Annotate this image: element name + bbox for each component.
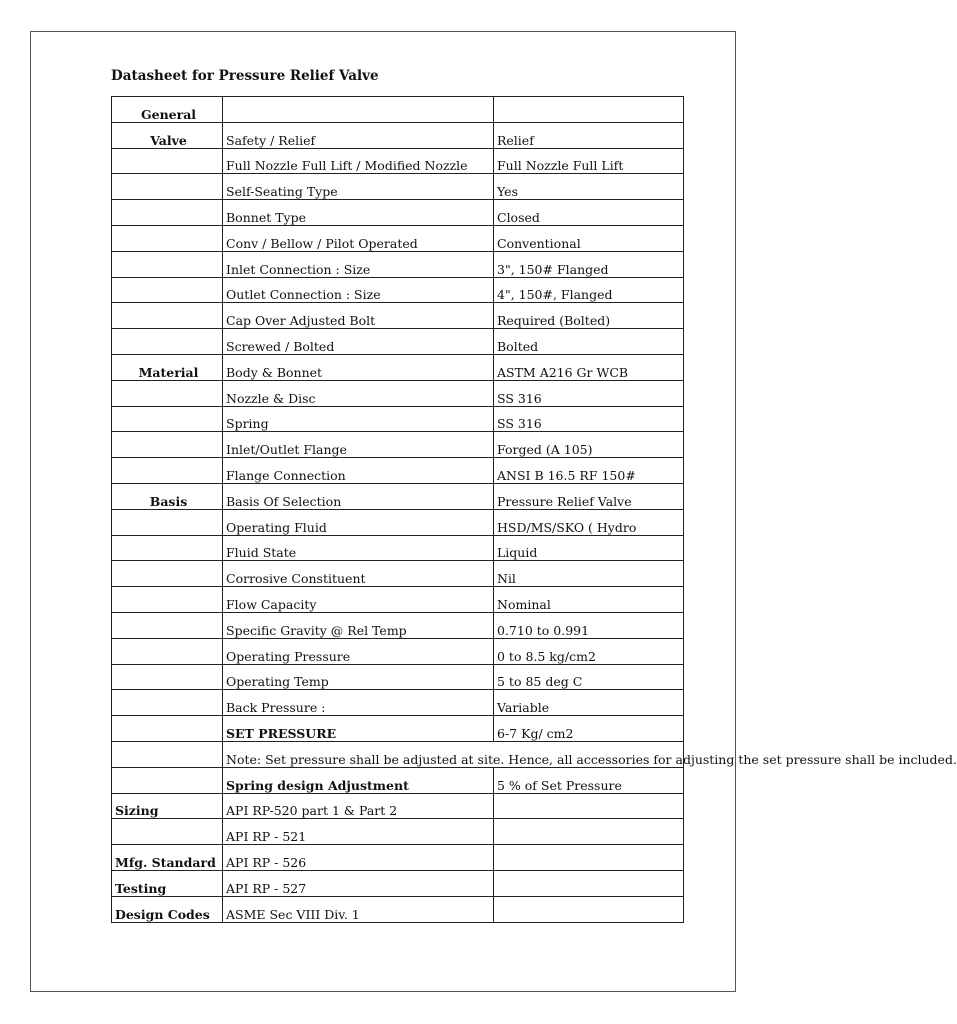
category-cell bbox=[112, 277, 223, 303]
category-cell bbox=[112, 303, 223, 329]
value-cell: ASTM A216 Gr WCB bbox=[494, 354, 684, 380]
parameter-cell: Screwed / Bolted bbox=[223, 329, 494, 355]
table-row bbox=[112, 406, 684, 432]
category-cell: Basis bbox=[112, 483, 223, 509]
datasheet-table bbox=[111, 96, 957, 923]
category-cell: Sizing bbox=[112, 793, 223, 819]
table-row bbox=[112, 432, 684, 458]
parameter-cell: API RP - 521 bbox=[223, 819, 494, 845]
table-row bbox=[112, 483, 684, 509]
parameter-cell: Full Nozzle Full Lift / Modified Nozzle bbox=[223, 148, 494, 174]
table-row bbox=[112, 664, 684, 690]
parameter-cell: Safety / Relief bbox=[223, 122, 494, 148]
table-row bbox=[112, 174, 684, 200]
value-cell: Closed bbox=[494, 200, 684, 226]
table-row bbox=[112, 329, 684, 355]
value-cell: Forged (A 105) bbox=[494, 432, 684, 458]
category-cell bbox=[112, 741, 223, 767]
table-row bbox=[112, 819, 684, 845]
category-cell bbox=[112, 612, 223, 638]
table-row bbox=[112, 535, 684, 561]
parameter-cell: Operating Temp bbox=[223, 664, 494, 690]
value-cell: Liquid bbox=[494, 535, 684, 561]
value-cell: 0.710 to 0.991 bbox=[494, 612, 684, 638]
table-row bbox=[112, 380, 684, 406]
category-cell bbox=[112, 174, 223, 200]
value-cell: Pressure Relief Valve bbox=[494, 483, 684, 509]
category-cell bbox=[112, 432, 223, 458]
table-row bbox=[112, 251, 684, 277]
table-row bbox=[112, 690, 684, 716]
value-cell: Required (Bolted) bbox=[494, 303, 684, 329]
value-cell: 0 to 8.5 kg/cm2 bbox=[494, 638, 684, 664]
parameter-cell: API RP - 526 bbox=[223, 845, 494, 871]
value-cell: Nil bbox=[494, 561, 684, 587]
parameter-cell: Nozzle & Disc bbox=[223, 380, 494, 406]
table-row bbox=[112, 509, 684, 535]
value-cell: 5 % of Set Pressure bbox=[494, 767, 684, 793]
value-cell: Variable bbox=[494, 690, 684, 716]
table-row bbox=[112, 793, 684, 819]
table-row bbox=[112, 225, 684, 251]
table-row bbox=[112, 741, 684, 767]
parameter-cell: ASME Sec VIII Div. 1 bbox=[223, 896, 494, 922]
category-cell bbox=[112, 200, 223, 226]
parameter-cell: API RP - 527 bbox=[223, 870, 494, 896]
value-cell: 3", 150# Flanged bbox=[494, 251, 684, 277]
parameter-cell: Fluid State bbox=[223, 535, 494, 561]
table-row bbox=[112, 303, 684, 329]
value-cell: Bolted bbox=[494, 329, 684, 355]
parameter-cell: SET PRESSURE bbox=[223, 716, 494, 742]
table-row bbox=[112, 354, 684, 380]
parameter-cell: Bonnet Type bbox=[223, 200, 494, 226]
parameter-cell: Inlet/Outlet Flange bbox=[223, 432, 494, 458]
category-cell bbox=[112, 819, 223, 845]
value-cell: HSD/MS/SKO ( Hydro bbox=[494, 509, 684, 535]
table-row bbox=[112, 587, 684, 613]
value-cell bbox=[494, 870, 684, 896]
table-row bbox=[112, 458, 684, 484]
parameter-cell bbox=[223, 97, 494, 123]
table-row bbox=[112, 97, 684, 123]
category-cell bbox=[112, 535, 223, 561]
category-cell bbox=[112, 148, 223, 174]
category-cell bbox=[112, 664, 223, 690]
parameter-cell: Back Pressure : bbox=[223, 690, 494, 716]
table-row bbox=[112, 767, 684, 793]
category-cell bbox=[112, 716, 223, 742]
value-cell bbox=[494, 97, 684, 123]
category-cell bbox=[112, 406, 223, 432]
category-cell bbox=[112, 458, 223, 484]
value-cell: Relief bbox=[494, 122, 684, 148]
value-cell bbox=[494, 845, 684, 871]
category-cell bbox=[112, 767, 223, 793]
value-cell bbox=[494, 793, 684, 819]
table-row bbox=[112, 612, 684, 638]
category-cell bbox=[112, 587, 223, 613]
category-cell: Testing bbox=[112, 870, 223, 896]
parameter-cell: Spring bbox=[223, 406, 494, 432]
table-row bbox=[112, 200, 684, 226]
category-cell bbox=[112, 225, 223, 251]
category-cell: Mfg. Standard bbox=[112, 845, 223, 871]
category-cell bbox=[112, 251, 223, 277]
category-cell bbox=[112, 380, 223, 406]
table-row bbox=[112, 122, 684, 148]
category-cell: General bbox=[112, 97, 223, 123]
category-cell: Material bbox=[112, 354, 223, 380]
parameter-cell: Operating Pressure bbox=[223, 638, 494, 664]
value-cell: 4", 150#, Flanged bbox=[494, 277, 684, 303]
category-cell bbox=[112, 561, 223, 587]
table-row bbox=[112, 870, 684, 896]
table-row bbox=[112, 638, 684, 664]
parameter-cell: Outlet Connection : Size bbox=[223, 277, 494, 303]
category-cell bbox=[112, 509, 223, 535]
parameter-cell: Specific Gravity @ Rel Temp bbox=[223, 612, 494, 638]
value-cell: 6-7 Kg/ cm2 bbox=[494, 716, 684, 742]
value-cell: SS 316 bbox=[494, 406, 684, 432]
parameter-cell: Basis Of Selection bbox=[223, 483, 494, 509]
value-cell: Conventional bbox=[494, 225, 684, 251]
table-row bbox=[112, 277, 684, 303]
parameter-cell: API RP-520 part 1 & Part 2 bbox=[223, 793, 494, 819]
parameter-cell: Conv / Bellow / Pilot Operated bbox=[223, 225, 494, 251]
value-cell: Nominal bbox=[494, 587, 684, 613]
value-cell: SS 316 bbox=[494, 380, 684, 406]
table-row bbox=[112, 148, 684, 174]
table-row bbox=[112, 896, 684, 922]
value-cell: ANSI B 16.5 RF 150# bbox=[494, 458, 684, 484]
table-row bbox=[112, 716, 684, 742]
value-cell bbox=[494, 896, 684, 922]
value-cell: 5 to 85 deg C bbox=[494, 664, 684, 690]
parameter-cell: Flange Connection bbox=[223, 458, 494, 484]
table-row bbox=[112, 845, 684, 871]
value-cell: Full Nozzle Full Lift bbox=[494, 148, 684, 174]
parameter-cell: Cap Over Adjusted Bolt bbox=[223, 303, 494, 329]
parameter-cell: Inlet Connection : Size bbox=[223, 251, 494, 277]
parameter-cell: Operating Fluid bbox=[223, 509, 494, 535]
document-title: Datasheet for Pressure Relief Valve bbox=[111, 68, 379, 84]
parameter-cell: Corrosive Constituent bbox=[223, 561, 494, 587]
value-cell bbox=[494, 819, 684, 845]
table-row bbox=[112, 561, 684, 587]
category-cell bbox=[112, 638, 223, 664]
value-cell: Yes bbox=[494, 174, 684, 200]
category-cell: Design Codes bbox=[112, 896, 223, 922]
note-cell: Note: Set pressure shall be adjusted at site. Hence, all accessories for adjusting the set pressure shall be included. bbox=[223, 741, 684, 767]
category-cell: Valve bbox=[112, 122, 223, 148]
category-cell bbox=[112, 329, 223, 355]
parameter-cell: Body & Bonnet bbox=[223, 354, 494, 380]
parameter-cell: Flow Capacity bbox=[223, 587, 494, 613]
parameter-cell: Self-Seating Type bbox=[223, 174, 494, 200]
category-cell bbox=[112, 690, 223, 716]
parameter-cell: Spring design Adjustment bbox=[223, 767, 494, 793]
